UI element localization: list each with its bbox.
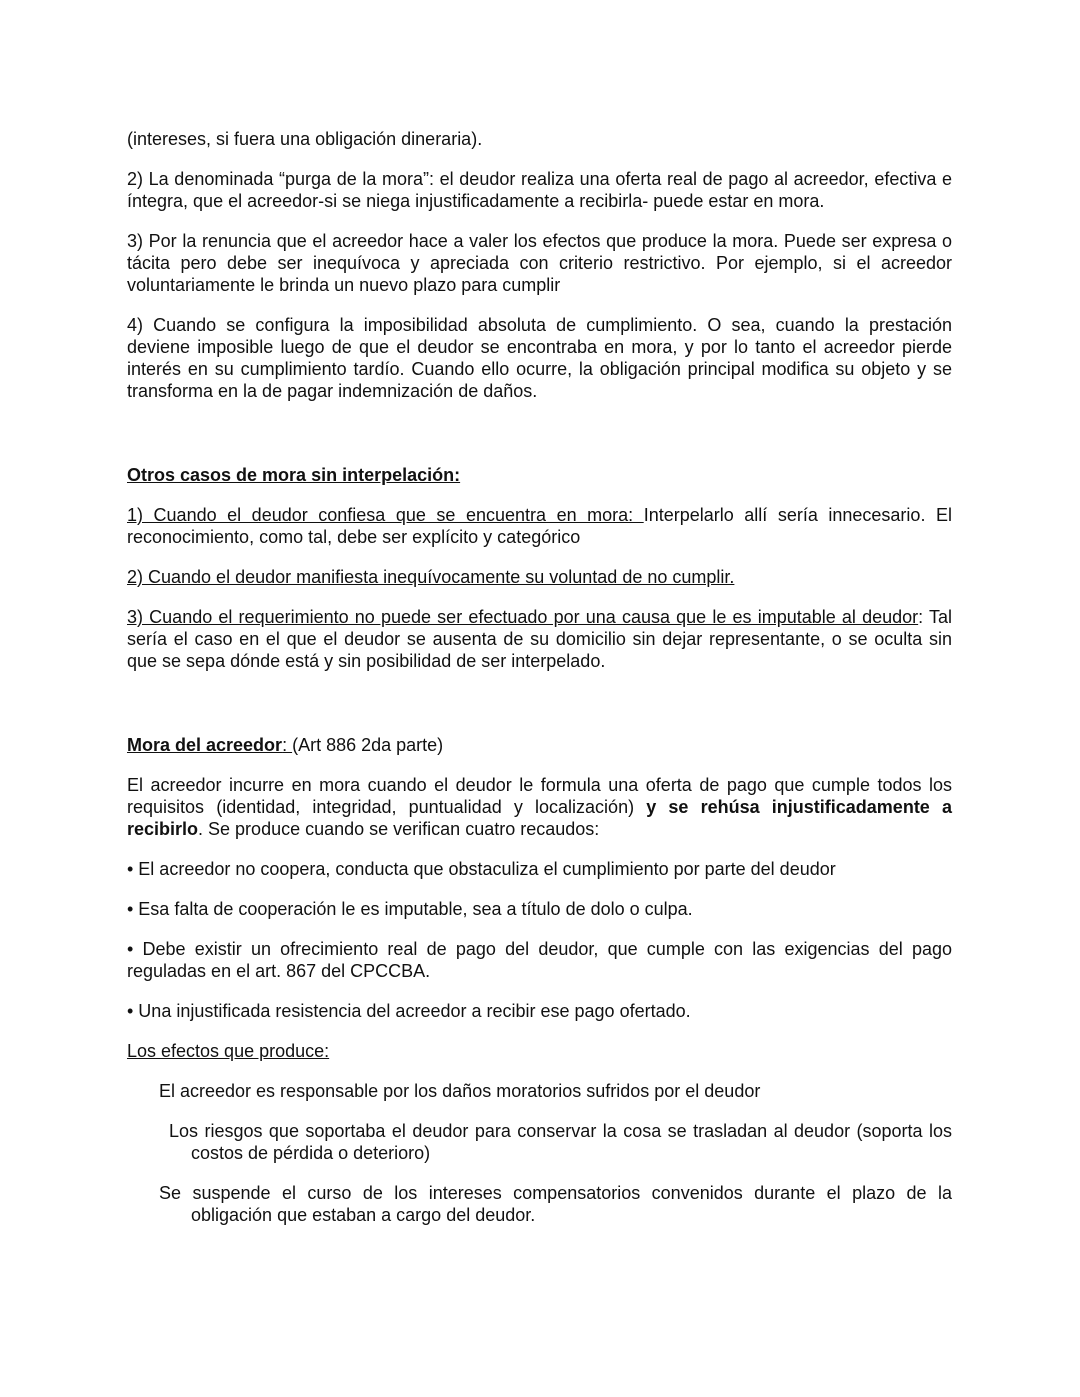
otros-item-2	[127, 566, 952, 588]
bullet-item: • Debe existir un ofrecimiento real de pago del deudor, que cumple con las exigencias del pago reguladas en el art. 867 del CPCCBA.	[127, 939, 952, 981]
bullet-item: • Una injustificada resistencia del acreedor a recibir ese pago ofertado.	[127, 1001, 691, 1021]
paragraph-intereses: (intereses, si fuera una obligación dineraria).	[127, 129, 483, 149]
item-1-text: Interpelarlo allí sería innecesario. El reconocimiento, como tal, debe ser explícito y categórico	[127, 505, 952, 547]
intro-text-a: El acreedor incurre en mora cuando el deudor le formula una oferta de pago que cumple todos los requisitos (identidad, integridad, puntualidad y localización)	[127, 775, 952, 817]
effect-item: El acreedor es responsable por los daños moratorios sufridos por el deudor	[159, 1081, 761, 1101]
effect-item: Los riesgos que soportaba el deudor para conservar la cosa se trasladan al deudor (soporta los costos de pérdida o deterioro)	[169, 1121, 952, 1163]
item-2-title: 2) Cuando el deudor manifiesta inequívocamente su voluntad de no cumplir.	[127, 567, 735, 587]
item-1-title: 1) Cuando el deudor confiesa que se encuentra en mora:	[127, 505, 644, 525]
heading-text: Otros casos de mora sin interpelación:	[127, 465, 461, 485]
bullet-item: • El acreedor no coopera, conducta que obstaculiza el cumplimiento por parte del deudor	[127, 859, 836, 879]
paragraph-imposibilidad: 4) Cuando se configura la imposibilidad absoluta de cumplimiento. O sea, cuando la prestación deviene imposible luego de que el deudor se encontraba en mora, y por lo tanto el acreedor pierde interés en su cumplimiento tardío. Cuando ello ocurre, la obligación principal modifica su objeto y se transforma en la de pagar indemnización de daños.	[127, 315, 952, 401]
otros-item-3	[127, 606, 952, 672]
heading-colon: :	[282, 735, 293, 755]
effect-item: Se suspende el curso de los intereses compensatorios convenidos durante el plazo de la obligación que estaban a cargo del deudor.	[159, 1183, 952, 1225]
item-3-title: 3) Cuando el requerimiento no puede ser efectuado por una causa que le es imputable al deudor	[127, 607, 919, 627]
item-3-text: : Tal sería el caso en el que el deudor se ausenta de su domicilio sin dejar representante, o se oculta sin que se sepa dónde está y sin posibilidad de ser interpelado.	[127, 607, 953, 671]
paragraph-renuncia: 3) Por la renuncia que el acreedor hace a valer los efectos que produce la mora. Puede ser expresa o tácita pero debe ser inequívoca y apreciada con criterio restrictivo. Por ejemplo, si el acreedor voluntariamente le brinda un nuevo plazo para cumplir	[127, 231, 952, 295]
intro-text-b: . Se produce cuando se verifican cuatro recaudos:	[198, 819, 600, 839]
otros-item-1	[127, 504, 952, 548]
paragraph-purga-mora: 2) La denominada “purga de la mora”: el deudor realiza una oferta real de pago al acreedor, efectiva e íntegra, que el acreedor-si se niega injustificadamente a recibirla- puede estar en mora.	[127, 169, 952, 211]
heading-article: (Art 886 2da parte)	[292, 735, 444, 755]
document-page	[127, 128, 952, 1226]
paragraph-mora-acreedor-intro	[127, 774, 952, 840]
effects-heading	[127, 1040, 952, 1062]
section-heading-otros-casos	[127, 464, 952, 486]
intro-text-bold: y se rehúsa injustificadamente a recibirlo	[127, 797, 952, 839]
heading-bold: Mora del acreedor	[127, 735, 283, 755]
section-heading-mora-acreedor	[127, 734, 952, 756]
bullet-item: • Esa falta de cooperación le es imputable, sea a título de dolo o culpa.	[127, 899, 693, 919]
effects-heading-text: Los efectos que produce:	[127, 1041, 330, 1061]
